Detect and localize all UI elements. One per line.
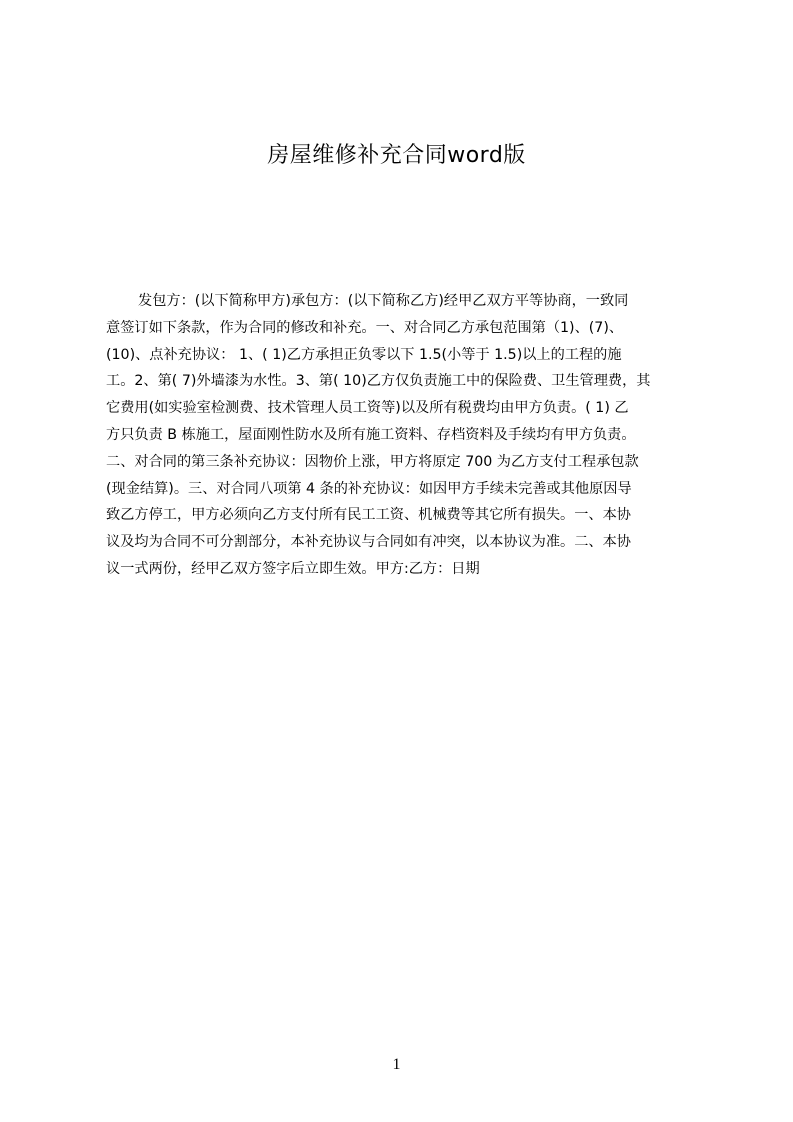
body-line: 致乙方停工，甲方必须向乙方支付所有民工工资、机械费等其它所有损失。一、本协 <box>106 507 631 524</box>
page-number: 1 <box>392 1056 401 1073</box>
body-line: 意签订如下条款，作为合同的修改和补充。一、对合同乙方承包范围第（1)、(7)、 <box>106 319 624 336</box>
body-line: 工。2、第( 7)外墙漆为水性。3、第( 10)乙方仅负责施工中的保险费、卫生管理费，其 <box>106 373 651 390</box>
body-line: 二、对合同的第三条补充协议：因物价上涨，甲方将原定 700 为乙方支付工程承包款 <box>106 453 639 470</box>
contract-body <box>106 288 696 583</box>
body-line: (现金结算)。三、对合同八项第 4 条的补充协议：如因甲方手续未完善或其他原因导 <box>106 480 632 497</box>
body-line: (10)、点补充协议： 1、( 1)乙方承担正负零以下 1.5(小等于 1.5)以上的工程的施 <box>106 346 622 363</box>
body-line: 方只负责 B 栋施工，屋面刚性防水及所有施工资料、存档资料及手续均有甲方负责。 <box>106 426 636 443</box>
body-line: 议及均为合同不可分割部分，本补充协议与合同如有冲突，以本协议为准。二、本协 <box>106 534 631 551</box>
body-line: 它费用(如实验室检测费、技术管理人员工资等)以及所有税费均由甲方负责。( 1) 乙 <box>106 400 629 417</box>
body-line: 发包方：(以下简称甲方)承包方：(以下简称乙方)经甲乙双方平等协商，一致同 <box>138 293 629 309</box>
document-title: 房屋维修补充合同word版 <box>267 143 526 168</box>
body-line: 议一式两份，经甲乙双方签字后立即生效。甲方:乙方：日期 <box>106 560 480 577</box>
